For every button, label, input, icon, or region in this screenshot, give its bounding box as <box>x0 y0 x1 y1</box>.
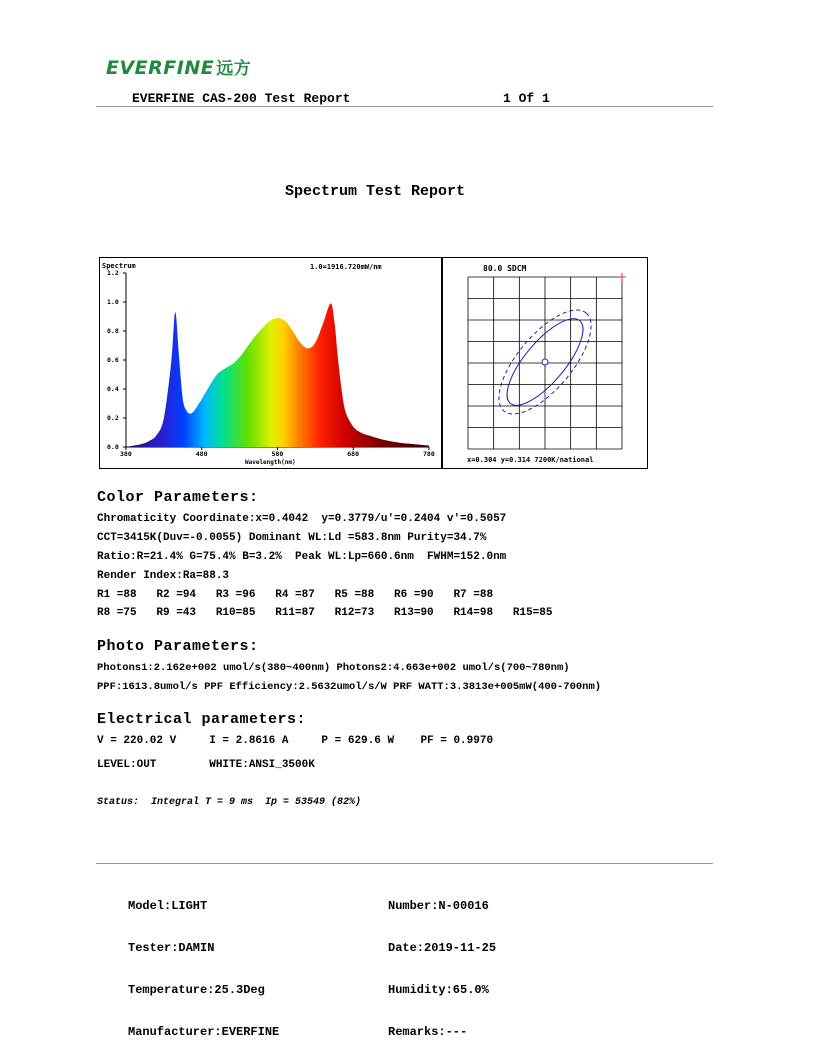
footer-divider <box>96 863 713 864</box>
footer-humidity: Humidity:65.0% <box>388 983 489 997</box>
photo-params-heading: Photo Parameters: <box>97 638 259 655</box>
footer-tester: Tester:DAMIN <box>128 941 215 955</box>
y-tick-label: 0.6 <box>107 356 119 364</box>
footer-right <box>388 871 496 1053</box>
electrical-param-line: LEVEL:OUT WHITE:ANSI_3500K <box>97 759 315 771</box>
photo-param-line: PPF:1613.8umol/s PPF Efficiency:2.5632umol/s/W PRF WATT:3.3813e+005mW(400-700nm) <box>97 681 602 693</box>
spectrum-xlabel: Wavelength(nm) <box>245 459 296 466</box>
footer-date: Date:2019-11-25 <box>388 941 497 955</box>
spectrum-chart <box>99 257 443 470</box>
color-param-line: CCT=3415K(Duv=-0.0055) Dominant WL:Ld =583.8nm Purity=34.7% <box>97 532 487 544</box>
y-tick-label: 0.8 <box>107 327 119 335</box>
photo-param-line: Photons1:2.162e+002 umol/s(380~400nm) Photons2:4.663e+002 umol/s(700~780nm) <box>97 662 570 674</box>
electrical-params-heading: Electrical parameters: <box>97 711 307 728</box>
chromaticity-chart <box>442 257 649 470</box>
sdcm-label: 80.0 SDCM <box>483 264 527 273</box>
y-tick-label: 1.2 <box>107 269 119 277</box>
footer-remarks: Remarks:--- <box>388 1025 468 1039</box>
spectrum-ylabel: Spectrum <box>102 262 136 270</box>
y-tick-label: 1.0 <box>107 298 119 306</box>
color-param-line: R8 =75 R9 =43 R10=85 R11=87 R12=73 R13=90 R14=98 R15=85 <box>97 607 553 619</box>
x-tick-label: 680 <box>347 450 359 458</box>
footer-model: Model:LIGHT <box>128 899 208 913</box>
color-param-line: Ratio:R=21.4% G=75.4% B=3.2% Peak WL:Lp=660.6nm FWHM=152.0nm <box>97 551 507 563</box>
footer-temperature: Temperature:25.3Deg <box>128 983 265 997</box>
color-params-heading: Color Parameters: <box>97 489 259 506</box>
status-line: Status: Integral T = 9 ms Ip = 53549 (82%) <box>97 797 362 808</box>
footer-left <box>128 871 279 1053</box>
x-tick-label: 480 <box>195 450 208 458</box>
y-tick-label: 0.4 <box>107 385 119 393</box>
electrical-param-line: V = 220.02 V I = 2.8616 A P = 629.6 W PF = 0.9970 <box>97 735 494 747</box>
page-number: 1 Of 1 <box>503 91 550 106</box>
color-param-line: Render Index:Ra=88.3 <box>97 570 230 582</box>
x-tick-label: 780 <box>423 450 435 458</box>
logo-chinese: 远方 <box>216 59 252 79</box>
spectrum-scale-note: 1.0=1916.720mW/nm <box>310 263 382 271</box>
footer-manufacturer: Manufacturer:EVERFINE <box>128 1025 280 1039</box>
report-header-title: EVERFINE CAS-200 Test Report <box>132 91 351 106</box>
chroma-footer: x=0.304 y=0.314 7200K/national <box>467 456 594 464</box>
center-point <box>542 359 548 365</box>
page-title: Spectrum Test Report <box>284 183 466 200</box>
x-tick-label: 380 <box>120 450 132 458</box>
x-tick-label: 580 <box>271 450 284 458</box>
everfine-logo <box>106 54 251 79</box>
logo-brand: EVERFINE <box>106 57 215 79</box>
color-param-line: Chromaticity Coordinate:x=0.4042 y=0.3779/u'=0.2404 v'=0.5057 <box>97 513 507 525</box>
header-divider <box>96 106 713 107</box>
y-tick-label: 0.2 <box>107 414 119 422</box>
color-param-line: R1 =88 R2 =94 R3 =96 R4 =87 R5 =88 R6 =90 R7 =88 <box>97 589 494 601</box>
y-tick-label: 0.0 <box>107 443 119 451</box>
footer-number: Number:N-00016 <box>388 899 489 913</box>
